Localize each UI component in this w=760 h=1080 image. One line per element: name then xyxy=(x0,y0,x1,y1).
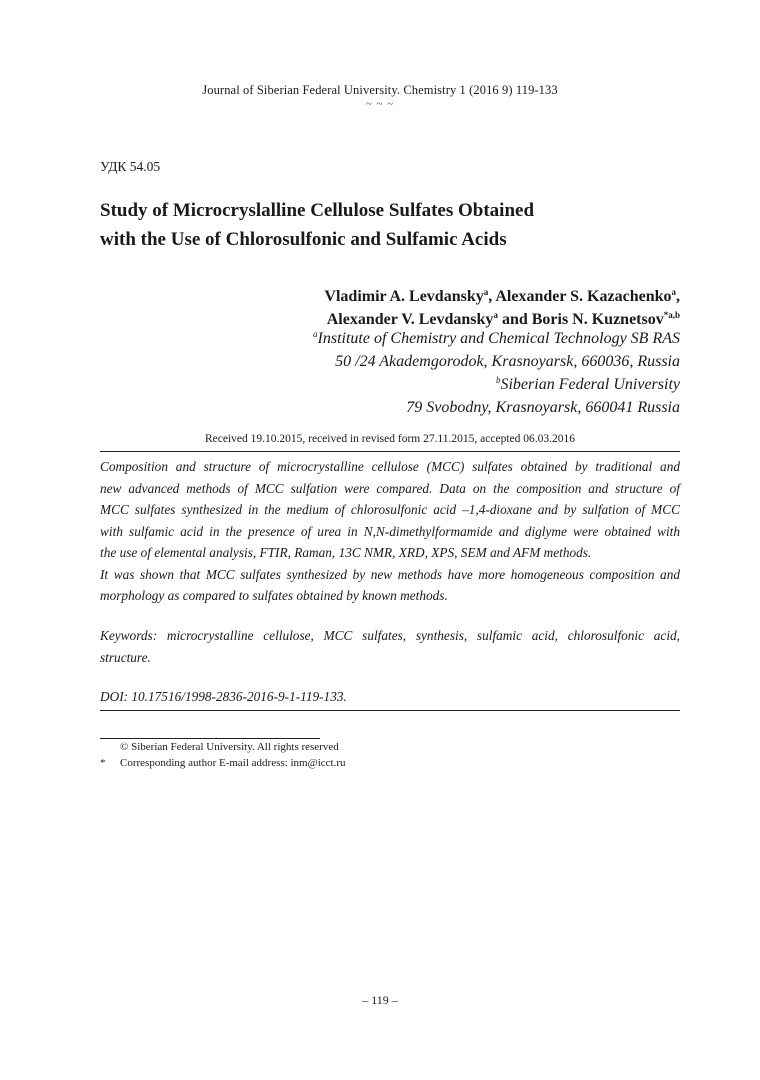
affiliation-a xyxy=(313,327,680,350)
affiliation-b-mark: b xyxy=(495,375,501,385)
author-3-affil: a xyxy=(493,310,498,320)
author-line-1 xyxy=(324,285,680,308)
keywords-line-2: structure. xyxy=(100,649,151,665)
corresponding-author-footnote: Corresponding author E-mail address: inm@icct.ru xyxy=(120,757,346,769)
author-2: , Alexander S. Kazachenko xyxy=(488,288,672,305)
author-list xyxy=(324,285,680,331)
doi-link[interactable]: DOI: 10.17516/1998-2836-2016-9-1-119-133. xyxy=(100,689,347,704)
affiliation-a-address: 50 /24 Akademgorodok, Krasnoyarsk, 660036, Russia xyxy=(335,353,680,370)
header-ornament: ~ ~ ~ xyxy=(365,98,395,110)
author-4-affil: *a,b xyxy=(663,310,680,320)
abstract-line-4: with sulfamic acid in the presence of urea in N,N-dimethylformamide and diglyme were obtained with xyxy=(100,523,680,539)
keywords-line-1: Keywords: microcrystalline cellulose, MCC sulfates, synthesis, sulfamic acid, chlorosulfonic acid, xyxy=(100,628,680,643)
footnote-star: * xyxy=(100,757,106,769)
footnote-rule xyxy=(100,738,320,739)
title-line-1: Study of Microcryslalline Cellulose Sulfates Obtained xyxy=(100,200,535,221)
author-4: and Boris N. Kuznetsov xyxy=(497,311,664,328)
title-line-2: with the Use of Chlorosulfonic and Sulfamic Acids xyxy=(100,229,507,250)
affiliation-a-mark: a xyxy=(313,329,318,339)
affiliation-b xyxy=(313,373,680,396)
article-title xyxy=(100,196,660,254)
copyright-footnote: © Siberian Federal University. All rights reserved xyxy=(120,741,339,753)
journal-header: Journal of Siberian Federal University. Chemistry 1 (2016 9) 119-133 xyxy=(202,83,558,97)
affiliation-b-name: Siberian Federal University xyxy=(500,376,680,393)
abstract-line-5: the use of elemental analysis, FTIR, Raman, 13C NMR, XRD, XPS, SEM and AFM methods. xyxy=(100,545,592,560)
author-1: Vladimir A. Levdansky xyxy=(324,288,484,305)
abstract-line-6: It was shown that MCC sulfates synthesized by new methods have more homogeneous composition and xyxy=(100,566,680,582)
abstract-bottom-rule xyxy=(100,710,680,711)
abstract-top-rule xyxy=(100,451,680,452)
affiliation-a-name: Institute of Chemistry and Chemical Technology SB RAS xyxy=(317,330,680,347)
author-1-affil: a xyxy=(483,287,489,297)
author-comma: , xyxy=(676,288,680,305)
affiliation-b-address: 79 Svobodny, Krasnoyarsk, 660041 Russia xyxy=(406,399,680,416)
keywords xyxy=(100,625,680,668)
abstract-line-7: morphology as compared to sulfates obtained by known methods. xyxy=(100,588,448,603)
abstract-line-2: new advanced methods of MCC sulfation were compared. Data on the composition and structure of xyxy=(100,480,680,496)
udk-code: УДК 54.05 xyxy=(100,159,161,174)
abstract-line-1: Composition and structure of microcrystalline cellulose (MCC) sulfates obtained by traditional and xyxy=(100,459,680,474)
page-number: – 119 – xyxy=(362,993,398,1007)
affiliations xyxy=(313,327,680,419)
abstract-line-3: MCC sulfates synthesized in the medium of chlorosulfonic acid –1,4-dioxane and by sulfation of MCC xyxy=(100,502,680,517)
author-2-affil: a xyxy=(671,287,676,297)
author-3: Alexander V. Levdansky xyxy=(326,311,494,328)
received-dates: Received 19.10.2015, received in revised form 27.11.2015, accepted 06.03.2016 xyxy=(204,433,576,445)
abstract xyxy=(100,456,680,607)
